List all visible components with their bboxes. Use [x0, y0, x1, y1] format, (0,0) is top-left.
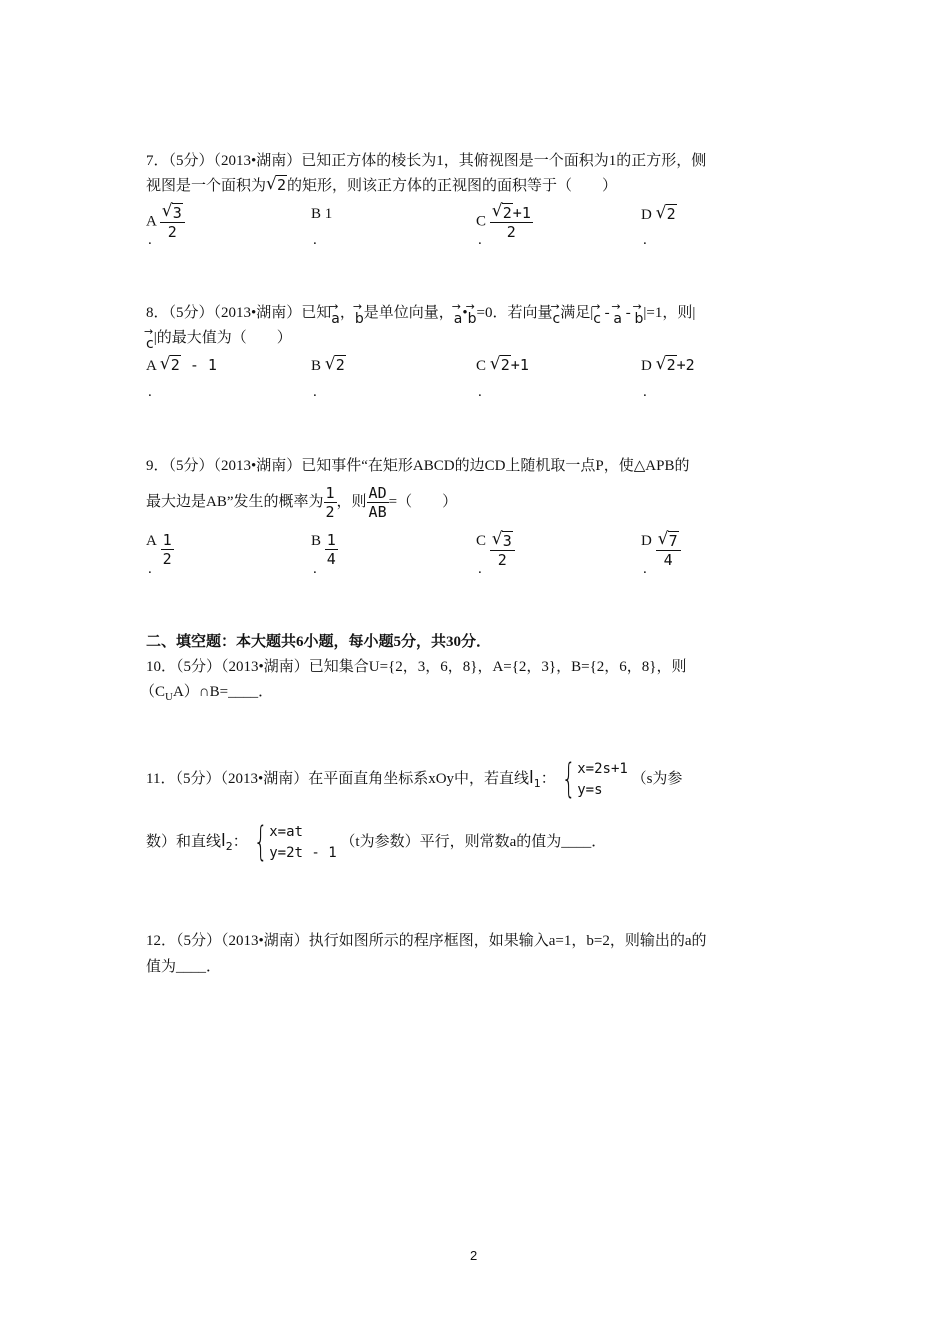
option-dot: .: [313, 232, 317, 248]
fraction: √ $\frac{3}{2}$: [160, 203, 185, 241]
option-dot: .: [148, 232, 152, 248]
option-dot: .: [478, 384, 482, 400]
equation-system-1: { x=2s+1 y=s: [561, 755, 628, 802]
q12-line2: 值为____．: [146, 959, 222, 975]
q7-option-b[interactable]: B 1: [311, 206, 333, 222]
option-dot: .: [478, 232, 482, 248]
q9-option-c[interactable]: C √ $\frac{3}{2}$: [476, 531, 515, 569]
option-dot: .: [148, 561, 152, 577]
vector-c: → c: [553, 305, 561, 329]
q8-option-d[interactable]: D √ 2+2: [641, 355, 695, 376]
fraction: $\frac{1}{2}$: [325, 484, 335, 522]
q7-option-a[interactable]: A √ $\frac{3}{2}$: [146, 203, 185, 241]
option-dot: .: [643, 384, 647, 400]
q8-option-c[interactable]: C √ 2+1: [476, 355, 529, 376]
page-number: 2: [470, 1248, 478, 1263]
fraction: √ $\frac{7}{4}$: [656, 531, 681, 569]
vector-b: → b: [355, 305, 364, 329]
q7-option-c[interactable]: C √ $\frac{2+1}{2}$: [476, 203, 533, 241]
equation-system-2: { x=at y=2t - 1: [253, 818, 337, 865]
q7-line2-pre: 视图是一个面积为: [146, 178, 267, 194]
fraction: $\frac{1}{4}$: [326, 531, 336, 568]
q11-line1: 11．（5分）（2013•湖南）在平面直角坐标系xOy中，若直线$l_1$： { x=2s+1 y=s （s为参: [146, 755, 683, 802]
q9-option-d[interactable]: D √ $\frac{7}{4}$: [641, 531, 681, 569]
q8-line2: → c|的最大值为（ ）: [146, 328, 292, 354]
q12-line1: 12．（5分）（2013•湖南）执行如图所示的程序框图，如果输入a=1，b=2，则输出的a的: [146, 933, 707, 949]
q9-option-b[interactable]: B $\frac{1}{4}$: [311, 531, 336, 568]
q10-line2: $(C_UA)\cap B=\_\_\_\_$．: [140, 684, 274, 703]
fraction: $\frac{AD}{AB}$: [368, 484, 387, 522]
option-dot: .: [148, 384, 152, 400]
q8-line1: 8．（5分）（2013•湖南）已知→ a，→ b是单位向量，→ a•→ b=0．若向量→ c满足|→ c - → a - → b|=1，则|: [146, 303, 695, 329]
q7-option-d[interactable]: D √ 2: [641, 204, 677, 225]
vector-a: → a: [331, 305, 340, 329]
q10-line1: 10．（5分）（2013•湖南）已知集合U={2，3，6，8}，A={2，3}，B={2，6，8}，则: [146, 659, 687, 675]
option-dot: .: [478, 561, 482, 577]
q7-line2-post: 的矩形，则该正方体的正视图的面积等于（ ）: [287, 178, 618, 194]
q8-option-a[interactable]: A √ 2 - 1: [146, 355, 217, 376]
q8-option-b[interactable]: B √ 2: [311, 355, 346, 376]
sqrt-expression: √ 2: [266, 175, 287, 195]
q7-line2: [146, 175, 617, 196]
fraction: √ $\frac{3}{2}$: [490, 531, 515, 569]
q7-line1: 7．（5分）（2013•湖南）已知正方体的棱长为1，其俯视图是一个面积为1的正方形，侧: [146, 153, 707, 169]
section-heading-fill-in: 二、填空题：本大题共6小题，每小题5分，共30分．: [146, 634, 492, 650]
q9-line1: 9．（5分）（2013•湖南）已知事件“在矩形ABCD的边CD上随机取一点P，使△APB的: [146, 458, 690, 474]
fraction: $\frac{1}{2}$: [162, 531, 172, 568]
q9-line2: 最大边是AB”发生的概率为 $\frac{1}{2}$ ，则 $\frac{AD}{AB}$ =（ ）: [146, 484, 458, 522]
fraction: √ $\frac{2+1}{2}$: [490, 203, 533, 241]
option-dot: .: [313, 384, 317, 400]
option-dot: .: [313, 561, 317, 577]
option-dot: .: [643, 561, 647, 577]
q11-line2: 数）和直线$l_2$： { x=at y=2t - 1 （t为参数）平行，则常数a的值为____．: [146, 818, 607, 865]
q9-option-a[interactable]: A $\frac{1}{2}$: [146, 531, 172, 568]
option-dot: .: [643, 232, 647, 248]
